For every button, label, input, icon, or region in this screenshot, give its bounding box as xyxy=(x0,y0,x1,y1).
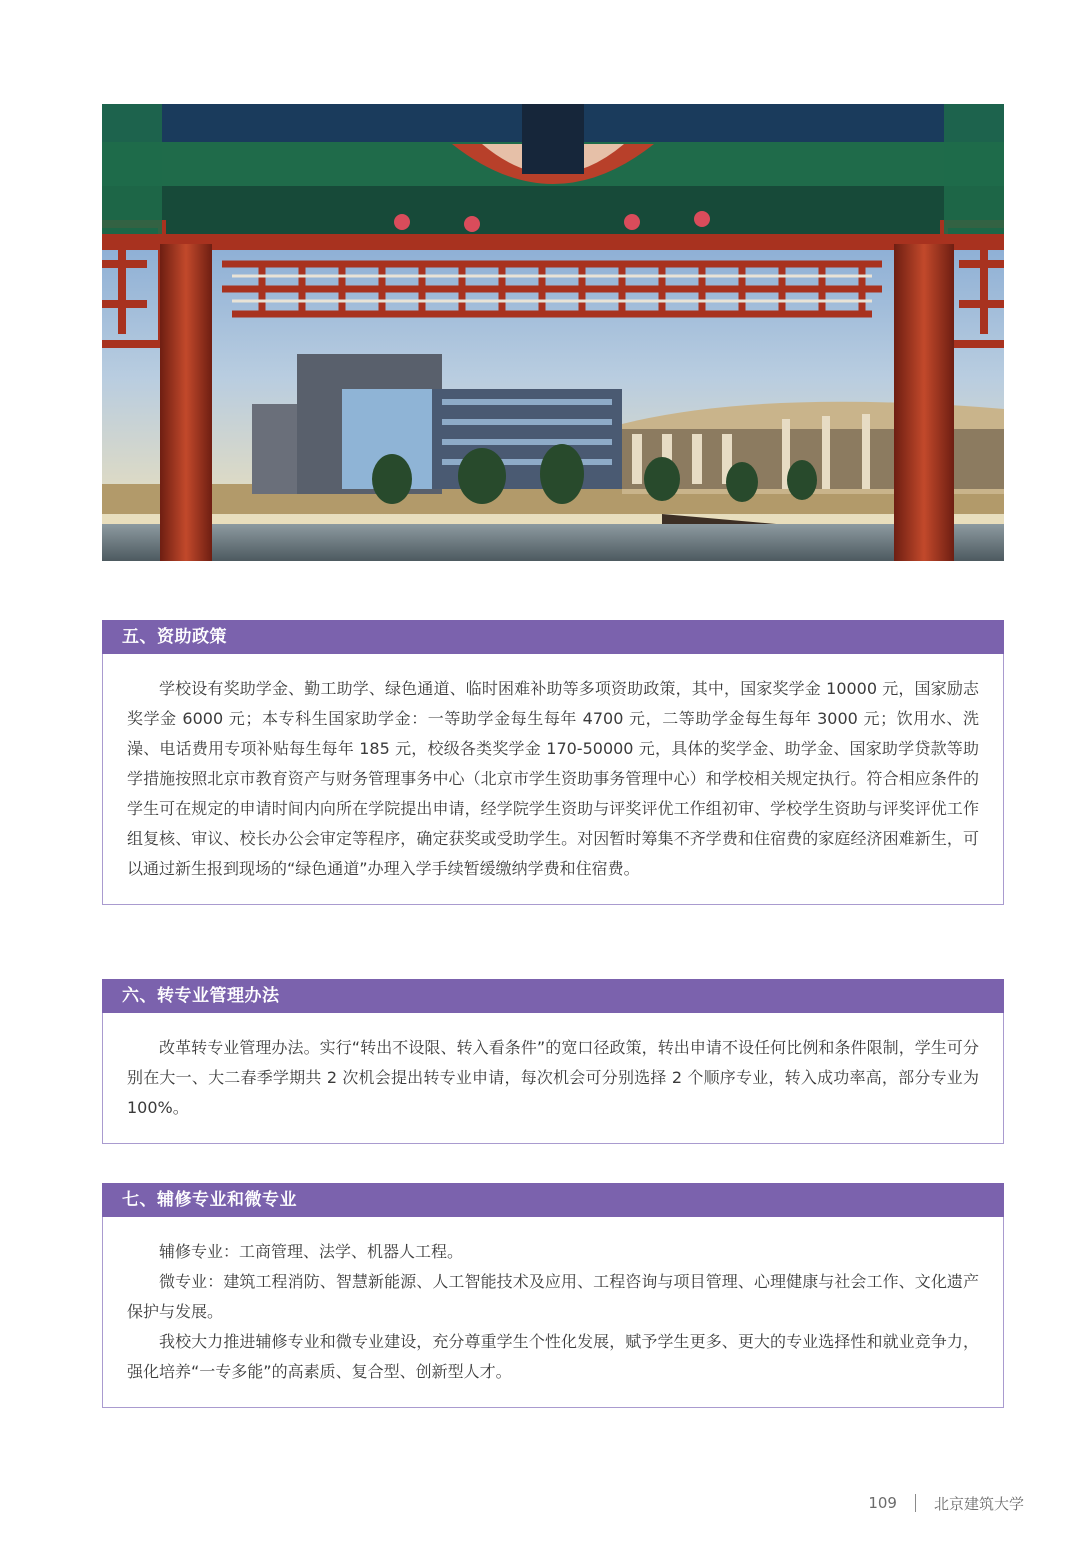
section-paragraph: 我校大力推进辅修专业和微专业建设，充分尊重学生个性化发展，赋予学生更多、更大的专业选择性和就业竞争力，强化培养“一专多能”的高素质、复合型、创新型人才。 xyxy=(127,1332,979,1381)
page-number: 109 xyxy=(868,1494,897,1512)
section-body xyxy=(102,654,1004,905)
section-minor-programs xyxy=(102,1183,1004,1408)
section-paragraph: 学校设有奖助学金、勤工助学、绿色通道、临时困难补助等多项资助政策，其中，国家奖学金 10000 元，国家励志奖学金 6000 元；本专科生国家助学金：一等助学金每生每年 4700 元，二等助学金每生每年 3000 元；饮用水、洗澡、电话费用专项补贴每生每年 185 元，校级各类奖学金 170-50000 元，具体的奖学金、助学金、国家助学贷款等助学措施按照北京市教育资产与财务管理事务中心（北京市学生资助事务管理中心）和学校相关规定执行。符合相应条件的学生可在规定的申请时间内向所在学院提出申请，经学院学生资助与评奖评优工作组初审、学校学生资助与评奖评优工作组复核、审议、校长办公会审定等程序，确定获奖或受助学生。对因暂时筹集不齐学费和住宿费的家庭经济困难新生，可以通过新生报到现场的“绿色通道”办理入学手续暂缓缴纳学费和住宿费。 xyxy=(127,679,979,878)
section-heading: 七、辅修专业和微专业 xyxy=(102,1183,1004,1217)
section-paragraph: 辅修专业：工商管理、法学、机器人工程。 xyxy=(159,1242,464,1261)
section-financial-aid xyxy=(102,620,1004,905)
section-paragraph: 微专业：建筑工程消防、智慧新能源、人工智能技术及应用、工程咨询与项目管理、心理健康与社会工作、文化遗产保护与发展。 xyxy=(127,1272,979,1321)
university-name: 北京建筑大学 xyxy=(933,1494,1024,1513)
section-major-transfer xyxy=(102,979,1004,1144)
campus-photo xyxy=(102,104,1004,561)
section-paragraph: 改革转专业管理办法。实行“转出不设限、转入看条件”的宽口径政策，转出申请不设任何比例和条件限制，学生可分别在大一、大二春季学期共 2 次机会提出转专业申请，每次机会可分别选择 2 个顺序专业，转入成功率高，部分专业为 100%。 xyxy=(127,1038,979,1117)
page-footer xyxy=(868,1490,1024,1516)
section-body xyxy=(102,1013,1004,1144)
footer-divider xyxy=(915,1494,916,1512)
campus-pavilion-photo-icon xyxy=(102,104,1004,561)
section-body xyxy=(102,1217,1004,1408)
section-heading: 五、资助政策 xyxy=(102,620,1004,654)
section-heading: 六、转专业管理办法 xyxy=(102,979,1004,1013)
